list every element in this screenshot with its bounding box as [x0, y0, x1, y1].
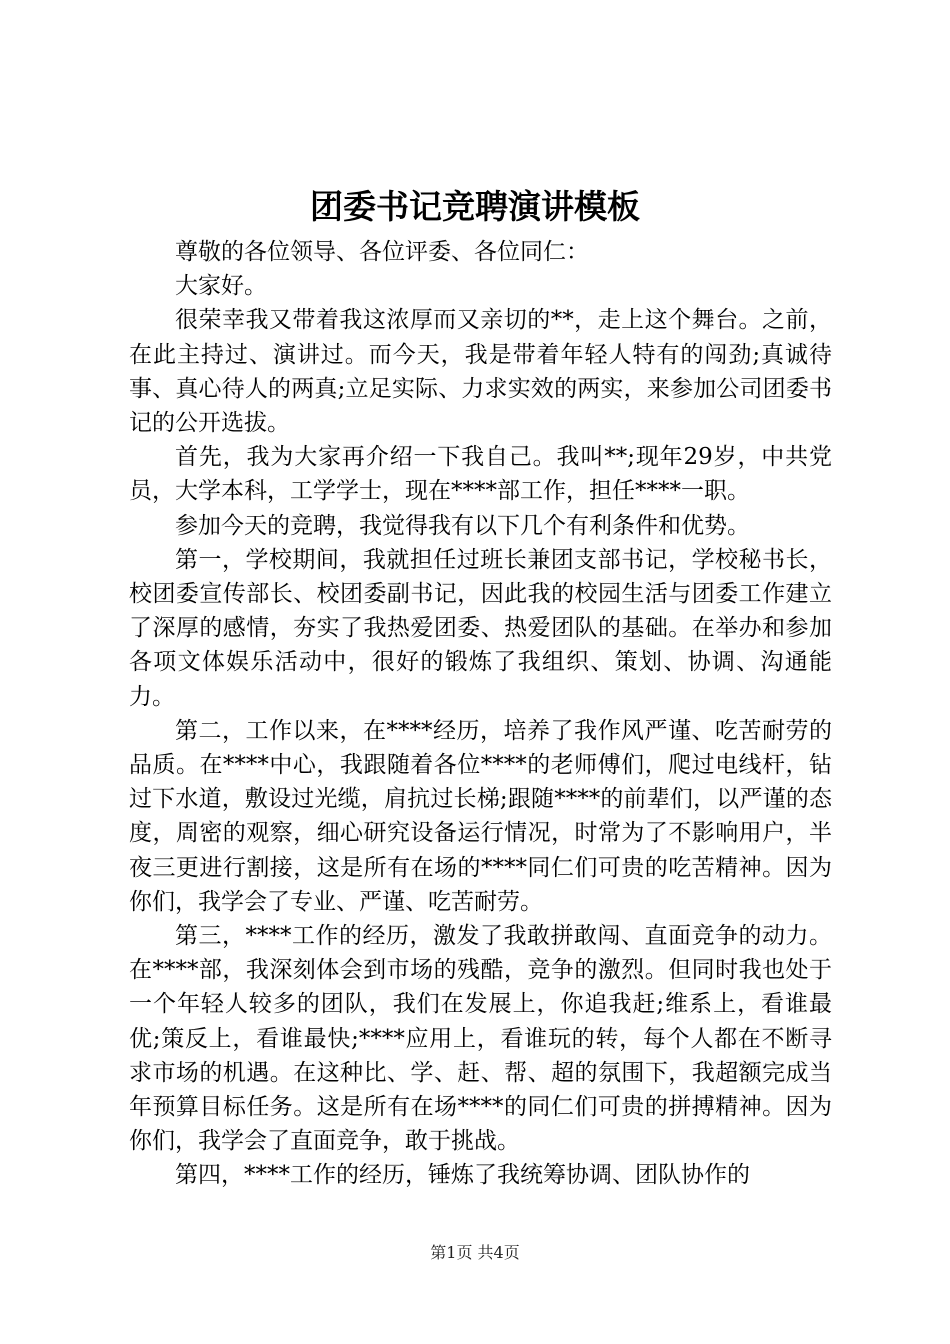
document-title: 团委书记竞聘演讲模板: [310, 187, 640, 226]
paragraph-intro: 很荣幸我又带着我这浓厚而又亲切的**，走上这个舞台。之前，在此主持过、演讲过。而今天，我是带着年轻人特有的闯劲;真诚待事、真心待人的两真;立足实际、力求实效的两实，来参加公司团委书记的公开选拔。: [129, 307, 832, 437]
paragraph-greeting: 大家好。: [175, 273, 267, 300]
page-number-footer: 第1页 共4页: [430, 1243, 520, 1262]
paragraph-second-point: 第二，工作以来，在****经历，培养了我作风严谨、吃苦耐劳的品质。在****中心，我跟随着各位****的老师傅们，爬过电线杆，钻过下水道，敷设过光缆，肩抗过长梯;跟随****的前辈们，以严谨的态度，周密的观察，细心研究设备运行情况，时常为了不影响用户，半夜三更进行割接，这是所有在场的****同仁们可贵的吃苦精神。因为你们，我学会了专业、严谨、吃苦耐劳。: [129, 717, 832, 915]
paragraph-fourth-point: 第四，****工作的经历，锤炼了我统筹协调、团队协作的: [175, 1162, 750, 1189]
paragraph-third-point: 第三，****工作的经历，激发了我敢拼敢闯、直面竞争的动力。在****部，我深刻体会到市场的残酷，竞争的激烈。但同时我也处于一个年轻人较多的团队，我们在发展上，你追我赶;维系上，看谁最优;策反上，看谁最快;****应用上，看谁玩的转，每个人都在不断寻求市场的机遇。在这种比、学、赶、帮、超的氛围下，我超额完成当年预算目标任务。这是所有在场****的同仁们可贵的拼搏精神。因为你们，我学会了直面竞争，敢于挑战。: [129, 923, 832, 1155]
document-body: [129, 235, 832, 1193]
paragraph-self-introduction: 首先，我为大家再介绍一下我自己。我叫**;现年29岁，中共党员，大学本科，工学学士，现在****部工作，担任****一职。: [129, 444, 832, 505]
paragraph-first-point: 第一，学校期间，我就担任过班长兼团支部书记，学校秘书长，校团委宣传部长、校团委副书记，因此我的校园生活与团委工作建立了深厚的感情，夯实了我热爱团委、热爱团队的基础。在举办和参加各项文体娱乐活动中，很好的锻炼了我组织、策划、协调、沟通能力。: [129, 546, 832, 710]
paragraph-salutation: 尊敬的各位领导、各位评委、各位同仁：: [175, 239, 589, 265]
paragraph-advantages: 参加今天的竞聘，我觉得我有以下几个有利条件和优势。: [175, 512, 750, 539]
